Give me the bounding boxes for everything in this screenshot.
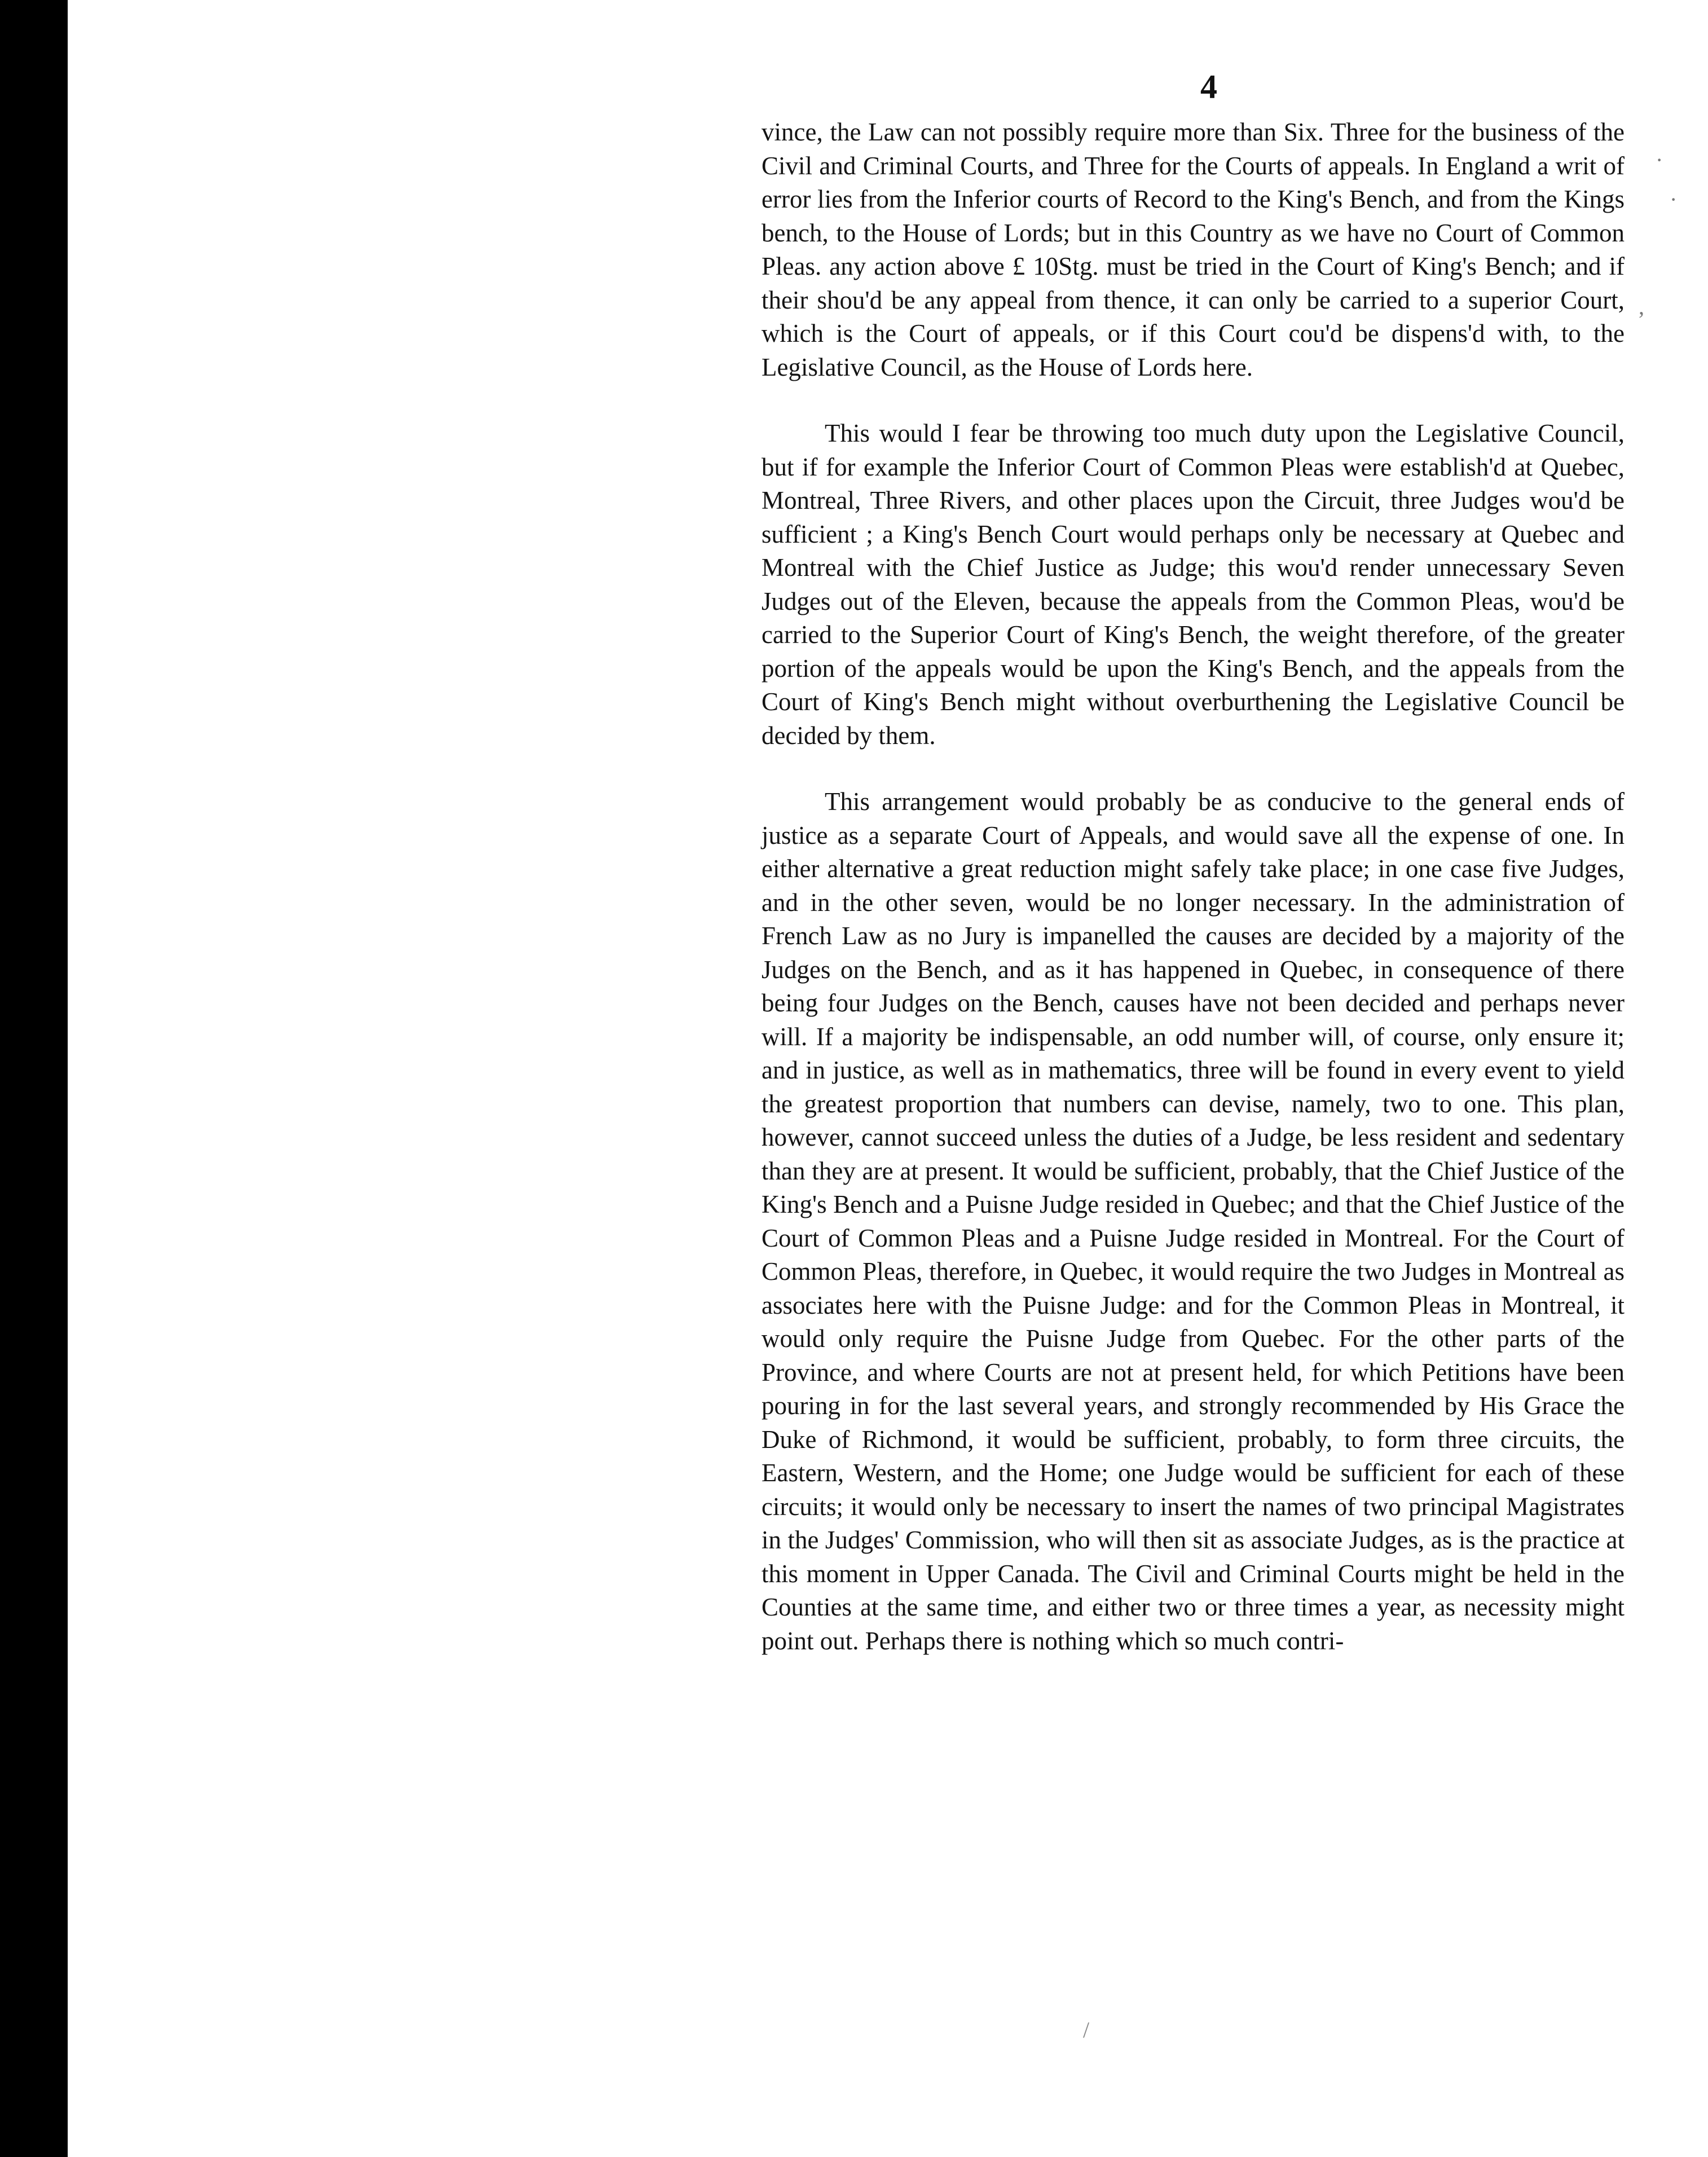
margin-mark: · (1670, 187, 1678, 212)
margin-mark: · (1656, 147, 1663, 173)
body-text (761, 116, 1625, 1691)
paragraph-1: vince, the Law can not possibly require more than Six. Three for the business of the Civil and Criminal Courts, and Three for the Courts of appeals. In England a writ of error lies from the Inferior courts of Record to the King's Bench, and from the Kings bench, to the House of Lords; but in this Country as we have no Court of Common Pleas. any action above £ 10Stg. must be tried in the Court of King's Bench; and if their shou'd be any appeal from thence, it can only be carried to a superior Court, which is the Court of appeals, or if this Court cou'd be dispens'd with, to the Legislative Council, as the House of Lords here. (761, 118, 1625, 381)
paragraph-3: This arrangement would probably be as conducive to the general ends of justice as a separate Court of Appeals, and would save all the expense of one. In either alternative a great reduction might safely take place; in one case five Judges, and in the other seven, would be no longer necessary. In the administration of French Law as no Jury is impanelled the causes are decided by a majority of the Judges on the Bench, and as it has happened in Quebec, in consequence of there being four Judges on the Bench, causes have not been decided and perhaps never will. If a majority be indispensable, an odd number will, of course, only ensure it; and in justice, as well as in mathematics, three will be found in every event to yield the greatest proportion that numbers can devise, namely, two to one. This plan, however, cannot succeed unless the duties of a Judge, be less resident and sedentary than they are at present. It would be sufficient, probably, that the Chief Justice of the King's Bench and a Puisne Judge resided in Quebec; and that the Chief Justice of the Court of Common Pleas and a Puisne Judge resided in Montreal. For the Court of Common Pleas, therefore, in Quebec, it would require the two Judges in Montreal as associates here with the Puisne Judge: and for the Common Pleas in Montreal, it would only require the Puisne Judge from Quebec. For the other parts of the Province, and where Courts are not at present held, for which Petitions have been pouring in for the last several years, and strongly recommended by His Grace the Duke of Richmond, it would be sufficient, probably, to form three circuits, the Eastern, Western, and the Home; one Judge would be sufficient for each of these circuits; it would only be necessary to insert the names of two principal Magistrates in the Judges' Commission, who will then sit as associate Judges, as is the practice at this moment in Upper Canada. The Civil and Criminal Courts might be held in the Counties at the same time, and either two or three times a year, as necessity might point out. Perhaps there is nothing which so much contri- (761, 787, 1625, 1655)
margin-mark: , (1639, 294, 1644, 319)
page-number: 4 (1200, 68, 1217, 105)
paragraph-2: This would I fear be throwing too much duty upon the Legislative Council, but if for example the Inferior Court of Common Pleas were establish'd at Quebec, Montreal, Three Rivers, and other places upon the Circuit, three Judges wou'd be sufficient ; a King's Bench Court would perhaps only be necessary at Quebec and Montreal with the Chief Justice as Judge; this wou'd render unnecessary Seven Judges out of the Eleven, because the appeals from the Common Pleas, wou'd be carried to the Superior Court of King's Bench, the weight therefore, of the greater portion of the appeals would be upon the King's Bench, and the appeals from the Court of King's Bench might without overburthening the Legislative Council be decided by them. (761, 419, 1625, 750)
margin-mark: / (1083, 2017, 1090, 2042)
